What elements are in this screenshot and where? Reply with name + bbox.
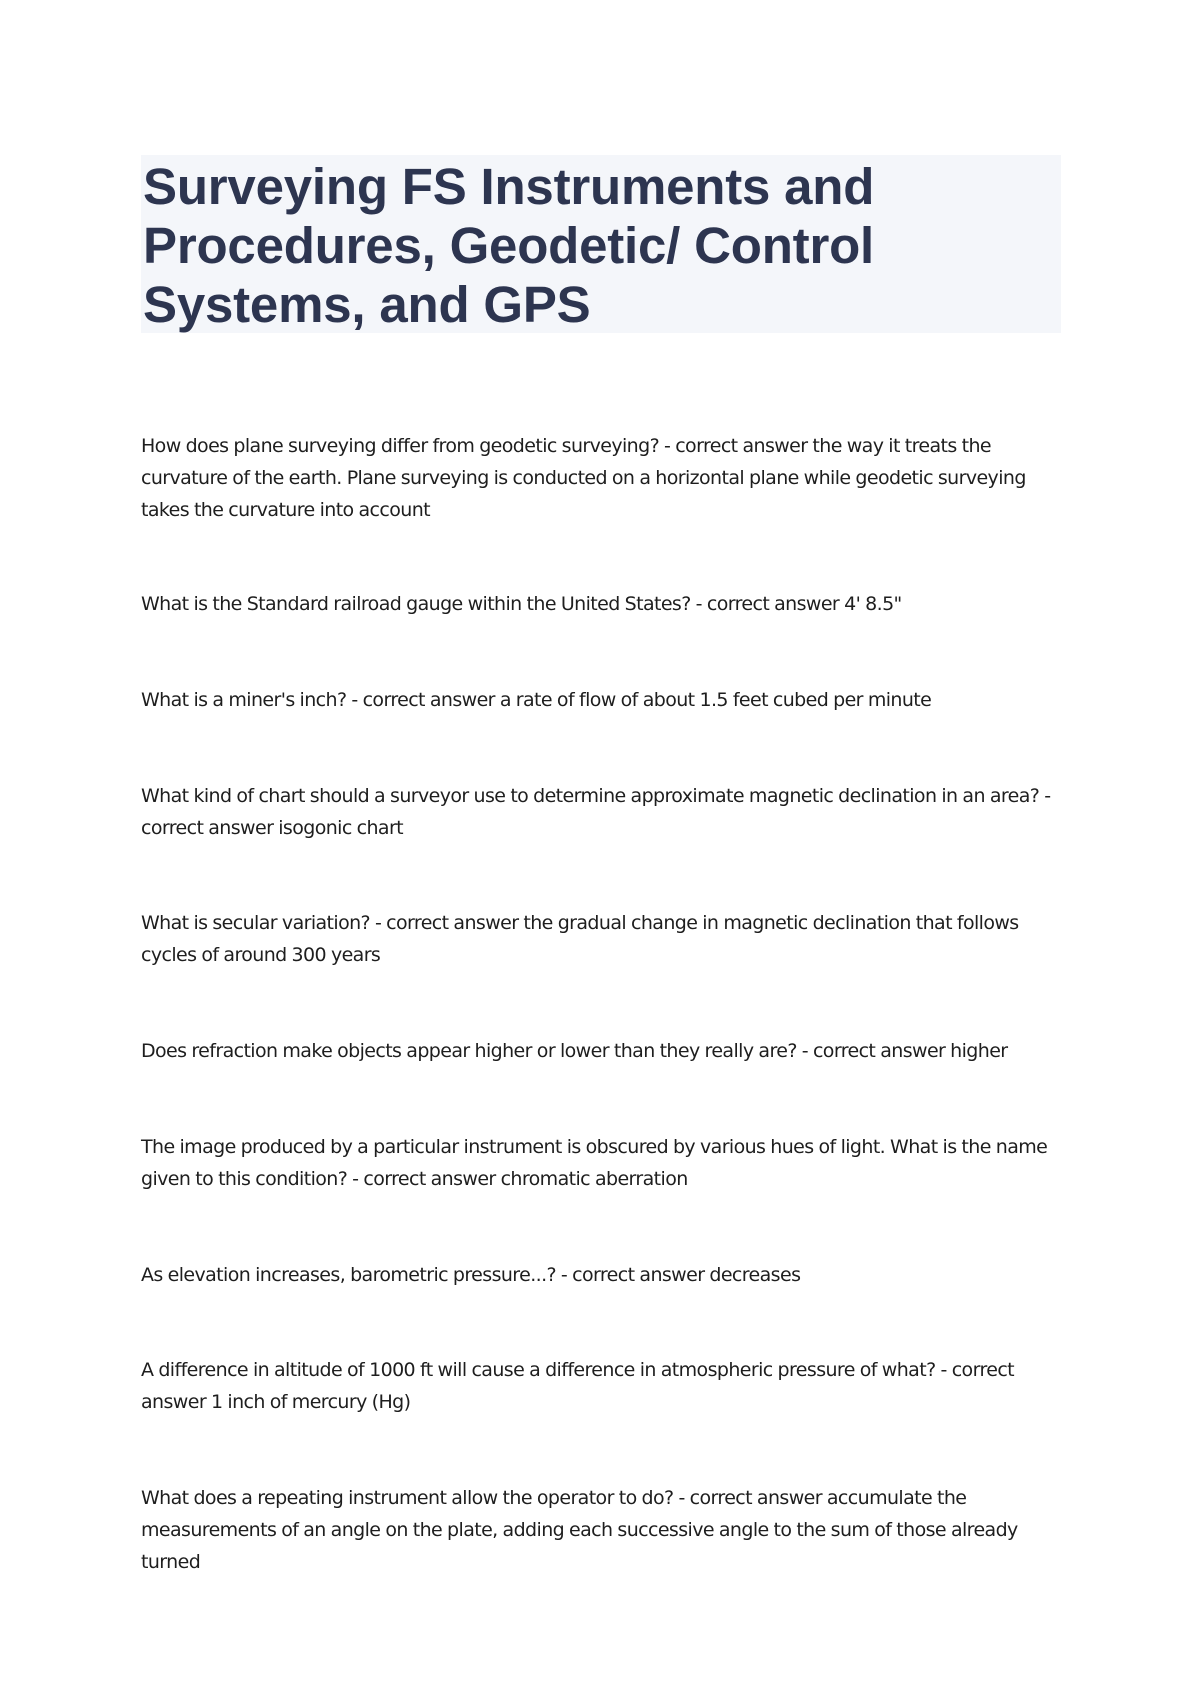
- page-title: Surveying FS Instruments and Procedures, Geodetic/ Control Systems, and GPS: [143, 158, 875, 333]
- qa-item: Does refraction make objects appear higher or lower than they really are? - correct answer higher: [141, 1040, 1008, 1062]
- title-banner: [141, 155, 1061, 333]
- qa-item: What is the Standard railroad gauge within the United States? - correct answer 4' 8.5": [141, 593, 902, 615]
- qa-item: What is secular variation? - correct answer the gradual change in magnetic declination that follows cycles of around 300 years: [141, 912, 1019, 966]
- qa-item: How does plane surveying differ from geodetic surveying? - correct answer the way it treats the curvature of the earth. Plane surveying is conducted on a horizontal plane while geodetic surveying takes the curvature into account: [141, 435, 1026, 521]
- qa-item: The image produced by a particular instrument is obscured by various hues of light. What is the name given to this condition? - correct answer chromatic aberration: [141, 1136, 1048, 1190]
- qa-item: What does a repeating instrument allow the operator to do? - correct answer accumulate the measurements of an angle on the plate, adding each successive angle to the sum of those already turned: [141, 1487, 1018, 1573]
- qa-list: [141, 430, 1066, 1578]
- qa-item: What kind of chart should a surveyor use to determine approximate magnetic declination in an area? - correct answer isogonic chart: [141, 785, 1051, 839]
- qa-item: As elevation increases, barometric pressure...? - correct answer decreases: [141, 1264, 801, 1286]
- qa-item: What is a miner's inch? - correct answer a rate of flow of about 1.5 feet cubed per minute: [141, 689, 932, 711]
- qa-item: A difference in altitude of 1000 ft will cause a difference in atmospheric pressure of what? - correct answer 1 inch of mercury (Hg): [141, 1359, 1015, 1413]
